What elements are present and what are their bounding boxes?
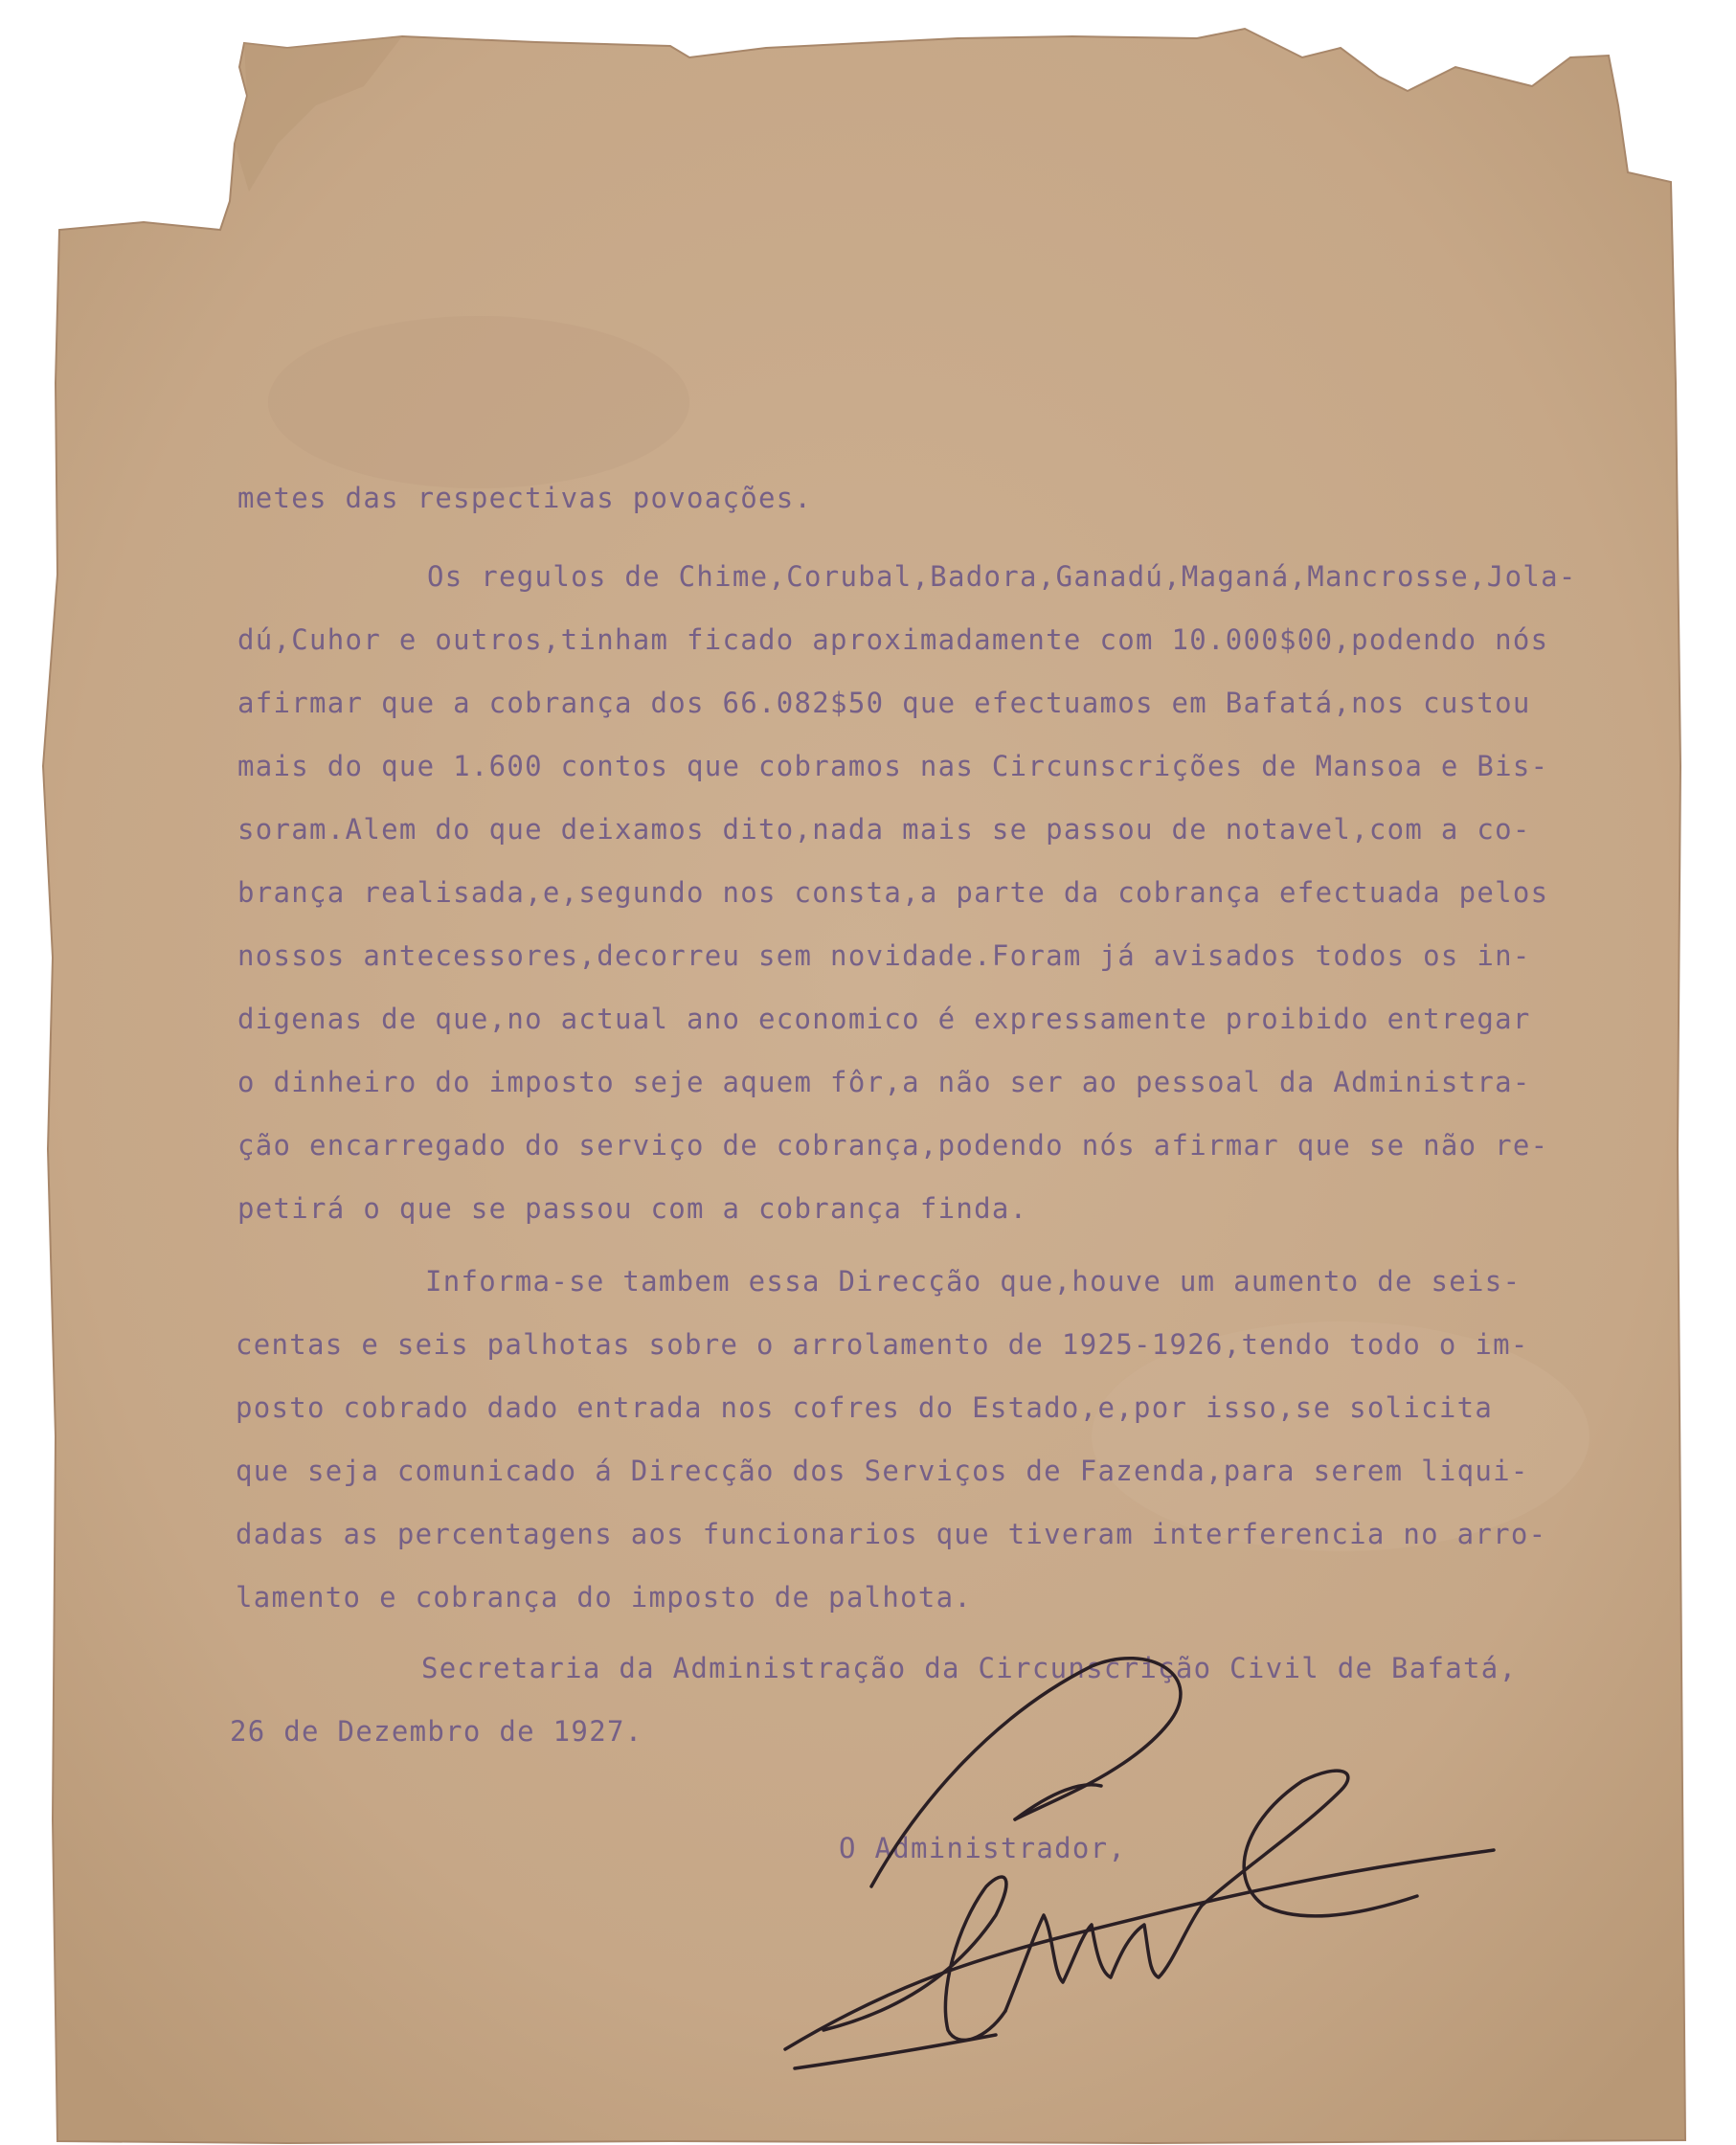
text-line: Informa-se tambem essa Direcção que,houve um aumento de seis-: [425, 1265, 1522, 1298]
text-line: Os regulos de Chime,Corubal,Badora,Ganadú,Maganá,Mancrosse,Jola-: [427, 560, 1577, 593]
text-line: soram.Alem do que deixamos dito,nada mais se passou de notavel,com a co-: [237, 813, 1531, 846]
date-line: 26 de Dezembro de 1927.: [230, 1715, 643, 1748]
text-line: que seja comunicado á Direcção dos Serviços de Fazenda,para serem liqui-: [236, 1455, 1529, 1487]
text-line: o dinheiro do imposto seje aquem fôr,a não ser ao pessoal da Administra-: [237, 1066, 1531, 1098]
text-line: digenas de que,no actual ano economico é expressamente proibido entregar: [237, 1003, 1531, 1035]
text-line: nossos antecessores,decorreu sem novidade.Foram já avisados todos os in-: [237, 939, 1531, 972]
text-line: lamento e cobrança do imposto de palhota.: [236, 1581, 973, 1614]
text-line: centas e seis palhotas sobre o arrolamento de 1925-1926,tendo todo o im-: [236, 1328, 1529, 1361]
text-line: dú,Cuhor e outros,tinham ficado aproximadamente com 10.000$00,podendo nós: [237, 623, 1549, 656]
text-line: ção encarregado do serviço de cobrança,podendo nós afirmar que se não re-: [237, 1129, 1549, 1162]
handwritten-signature: [766, 1647, 1551, 2088]
text-line: petirá o que se passou com a cobrança finda.: [237, 1192, 1028, 1225]
text-line: metes das respectivas povoações.: [237, 482, 813, 514]
text-line: mais do que 1.600 contos que cobramos nas Circunscrições de Mansoa e Bis-: [237, 750, 1549, 782]
text-line: posto cobrado dado entrada nos cofres do Estado,e,por isso,se solicita: [236, 1391, 1494, 1424]
text-line: dadas as percentagens aos funcionarios que tiveram interferencia no arro-: [236, 1518, 1547, 1550]
signatory-title: O Administrador,: [839, 1832, 1127, 1864]
text-line: Secretaria da Administração da Circunscrição Civil de Bafatá,: [421, 1652, 1518, 1684]
paper-stain: [268, 316, 689, 488]
text-line: afirmar que a cobrança dos 66.082$50 que efectuamos em Bafatá,nos custou: [237, 687, 1531, 719]
text-line: brança realisada,e,segundo nos consta,a parte da cobrança efectuada pelos: [237, 876, 1549, 909]
